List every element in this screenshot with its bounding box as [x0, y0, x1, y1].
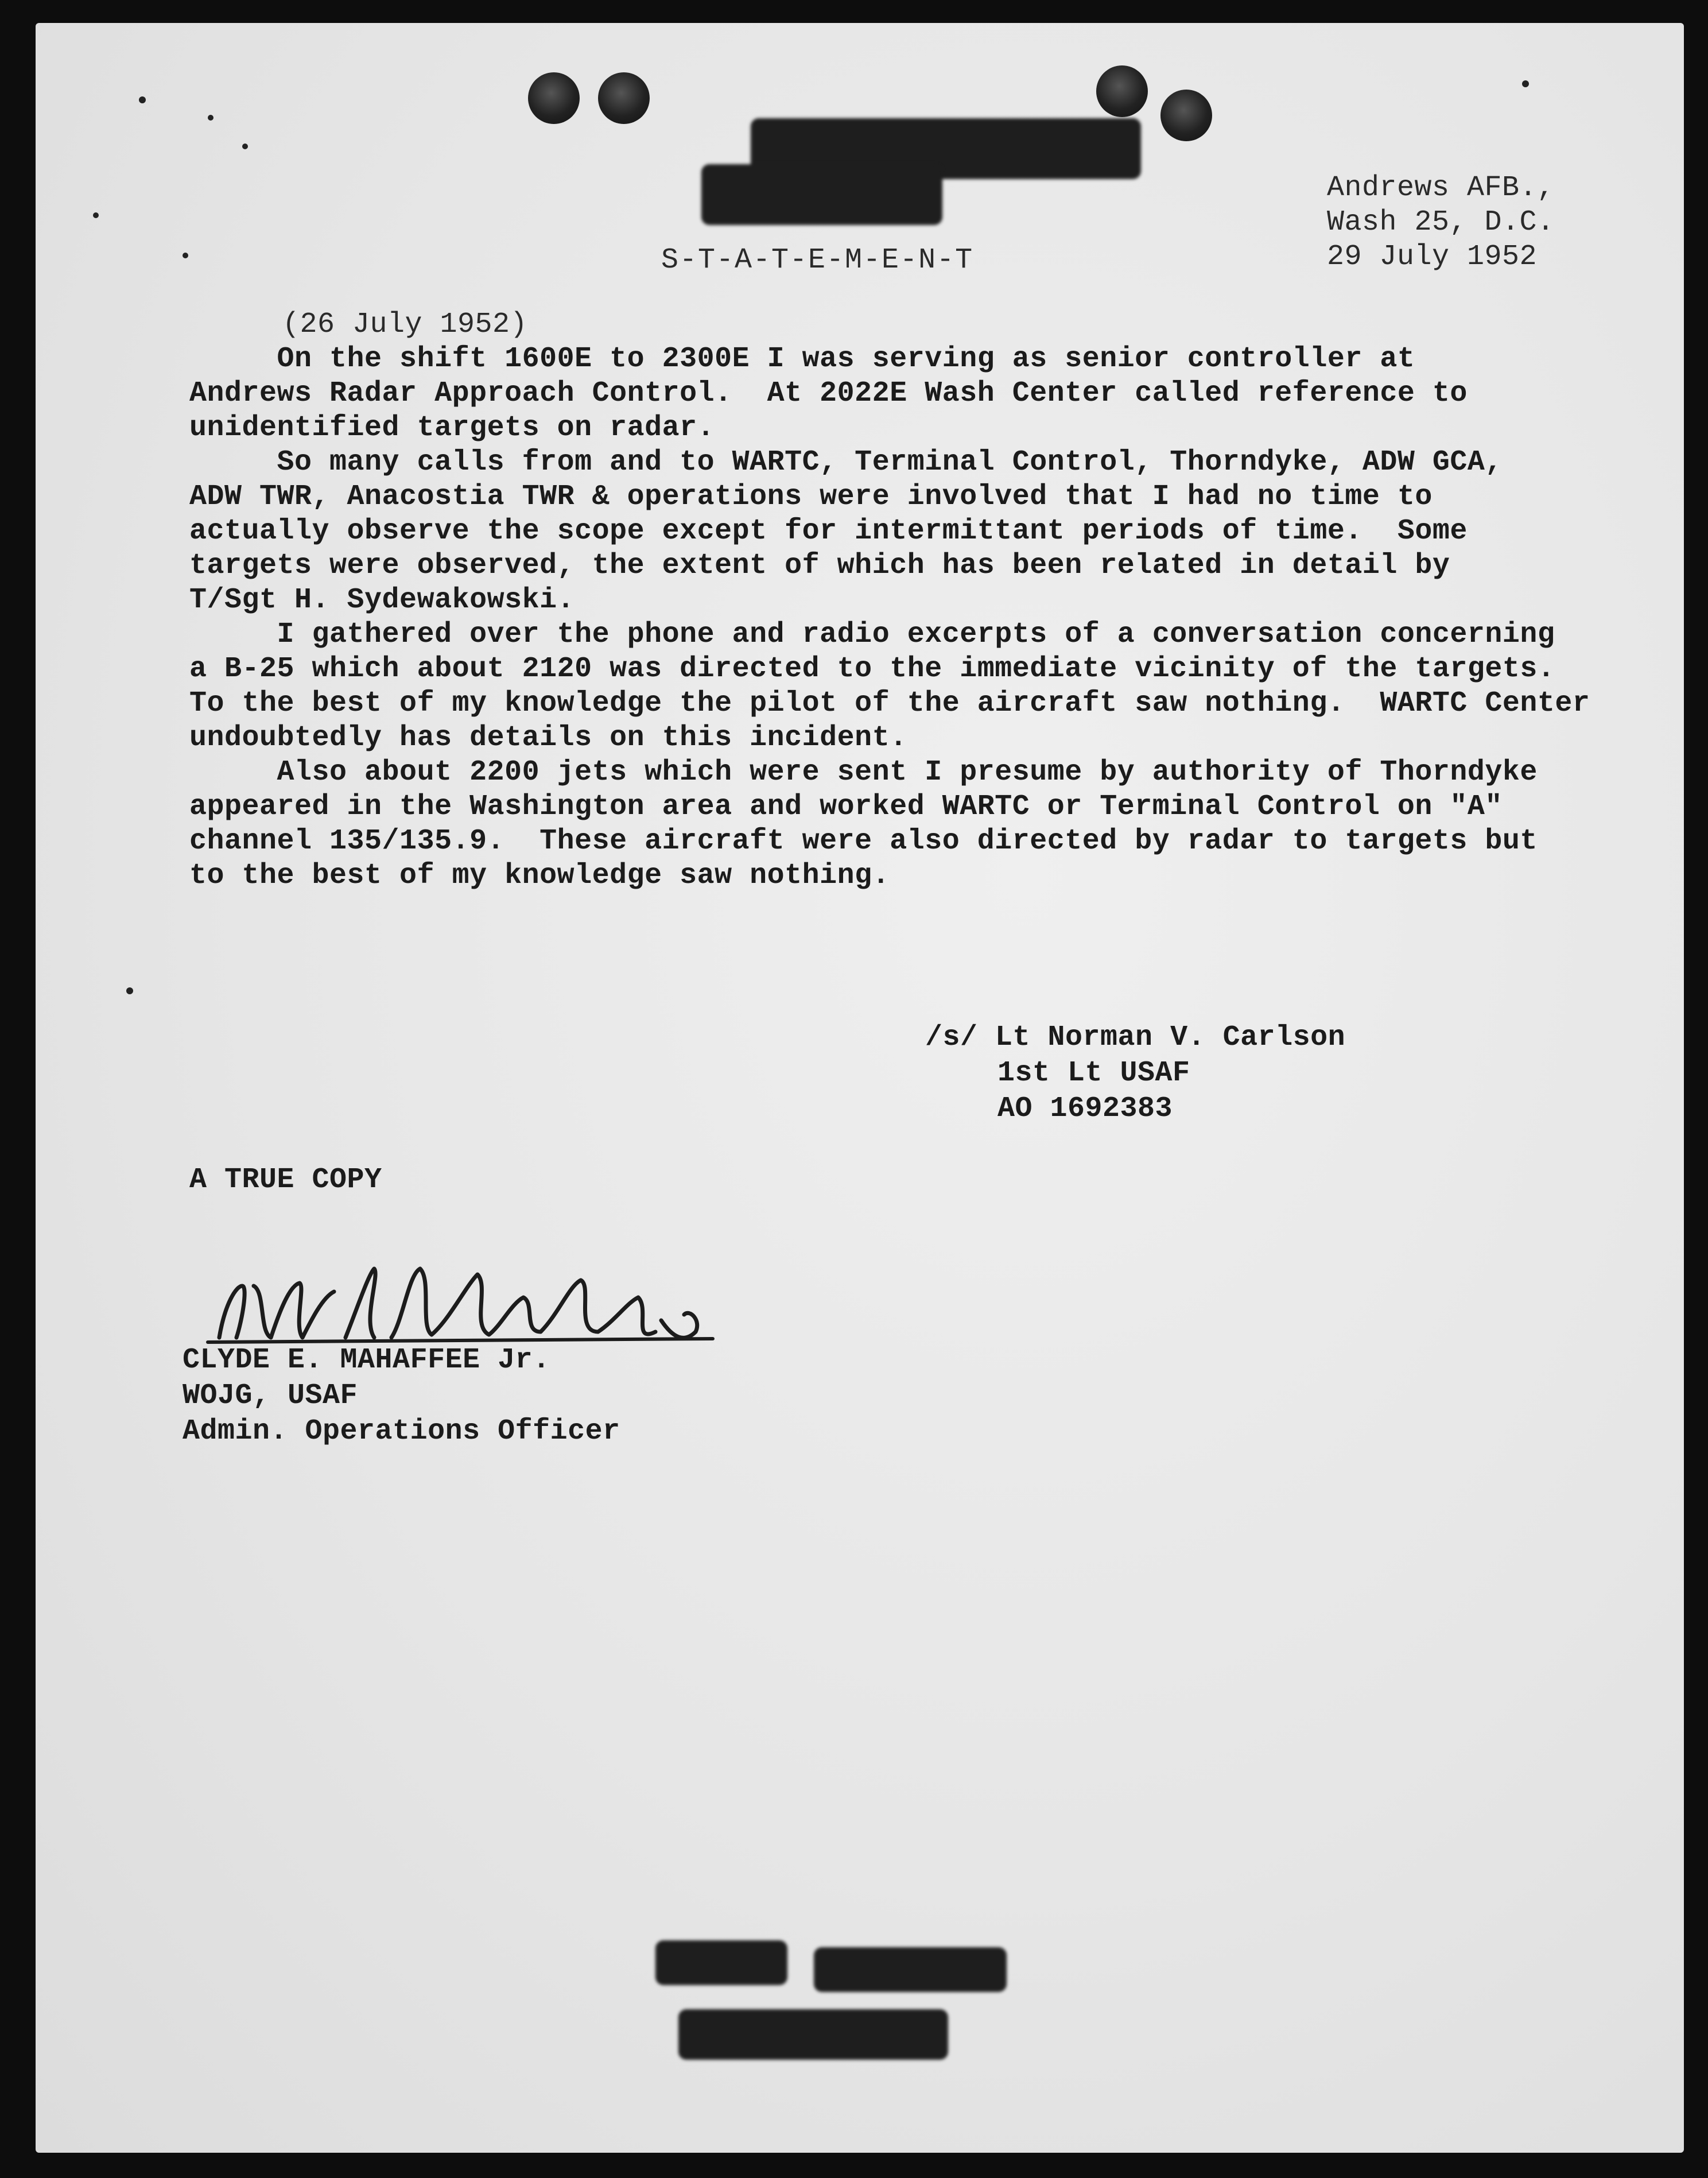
body-line: actually observe the scope except for intermittant periods of time. Some — [189, 515, 1468, 548]
speck — [208, 115, 214, 121]
certifier-rank: WOJG, USAF — [183, 1379, 358, 1412]
signer-rank: 1st Lt USAF — [997, 1057, 1190, 1090]
body-line: Andrews Radar Approach Control. At 2022E Wash Center called reference to — [189, 377, 1468, 410]
certifier-title: Admin. Operations Officer — [183, 1415, 620, 1448]
body-line: appeared in the Washington area and worked WARTC or Terminal Control on "A" — [189, 790, 1503, 823]
body-line: Also about 2200 jets which were sent I presume by authority of Thorndyke — [189, 756, 1538, 789]
speck — [242, 144, 248, 149]
body-line: channel 135/135.9. These aircraft were also directed by radar to targets but — [189, 825, 1538, 858]
paper-sheet — [36, 23, 1684, 2153]
punch-hole-1 — [528, 72, 580, 124]
signer-name: /s/ Lt Norman V. Carlson — [925, 1021, 1346, 1054]
punch-hole-2 — [598, 72, 650, 124]
document-date: 29 July 1952 — [1327, 241, 1538, 273]
incident-date: (26 July 1952) — [282, 308, 528, 341]
body-line: undoubtedly has details on this incident. — [189, 722, 907, 754]
body-line: T/Sgt H. Sydewakowski. — [189, 584, 575, 617]
redaction-mark-bottom-2 — [814, 1947, 1007, 1992]
punch-hole-4 — [1160, 90, 1212, 141]
location-line-1: Andrews AFB., — [1327, 172, 1555, 204]
speck — [126, 987, 133, 994]
certifier-name: CLYDE E. MAHAFFEE Jr. — [183, 1344, 550, 1377]
speck — [139, 96, 146, 103]
redaction-mark-top-2 — [701, 164, 942, 225]
body-line: a B-25 which about 2120 was directed to the immediate vicinity of the targets. — [189, 653, 1555, 685]
speck — [183, 253, 188, 258]
body-line: To the best of my knowledge the pilot of the aircraft saw nothing. WARTC Center — [189, 687, 1590, 720]
document-title: S-T-A-T-E-M-E-N-T — [661, 244, 974, 277]
location-line-2: Wash 25, D.C. — [1327, 206, 1555, 239]
redaction-mark-bottom-3 — [678, 2009, 948, 2060]
redaction-mark-bottom-1 — [655, 1940, 787, 1985]
body-line: unidentified targets on radar. — [189, 412, 715, 444]
body-line: to the best of my knowledge saw nothing. — [189, 859, 890, 892]
body-line: targets were observed, the extent of which has been related in detail by — [189, 549, 1450, 582]
speck — [93, 212, 99, 218]
body-line: ADW TWR, Anacostia TWR & operations were involved that I had no time to — [189, 480, 1433, 513]
signer-service-number: AO 1692383 — [997, 1092, 1173, 1125]
speck — [1522, 80, 1529, 87]
body-line: On the shift 1600E to 2300E I was serving as senior controller at — [189, 343, 1415, 375]
true-copy-label: A TRUE COPY — [189, 1164, 382, 1196]
body-line: So many calls from and to WARTC, Terminal Control, Thorndyke, ADW GCA, — [189, 446, 1503, 479]
punch-hole-3 — [1096, 65, 1148, 117]
body-line: I gathered over the phone and radio excerpts of a conversation concerning — [189, 618, 1555, 651]
